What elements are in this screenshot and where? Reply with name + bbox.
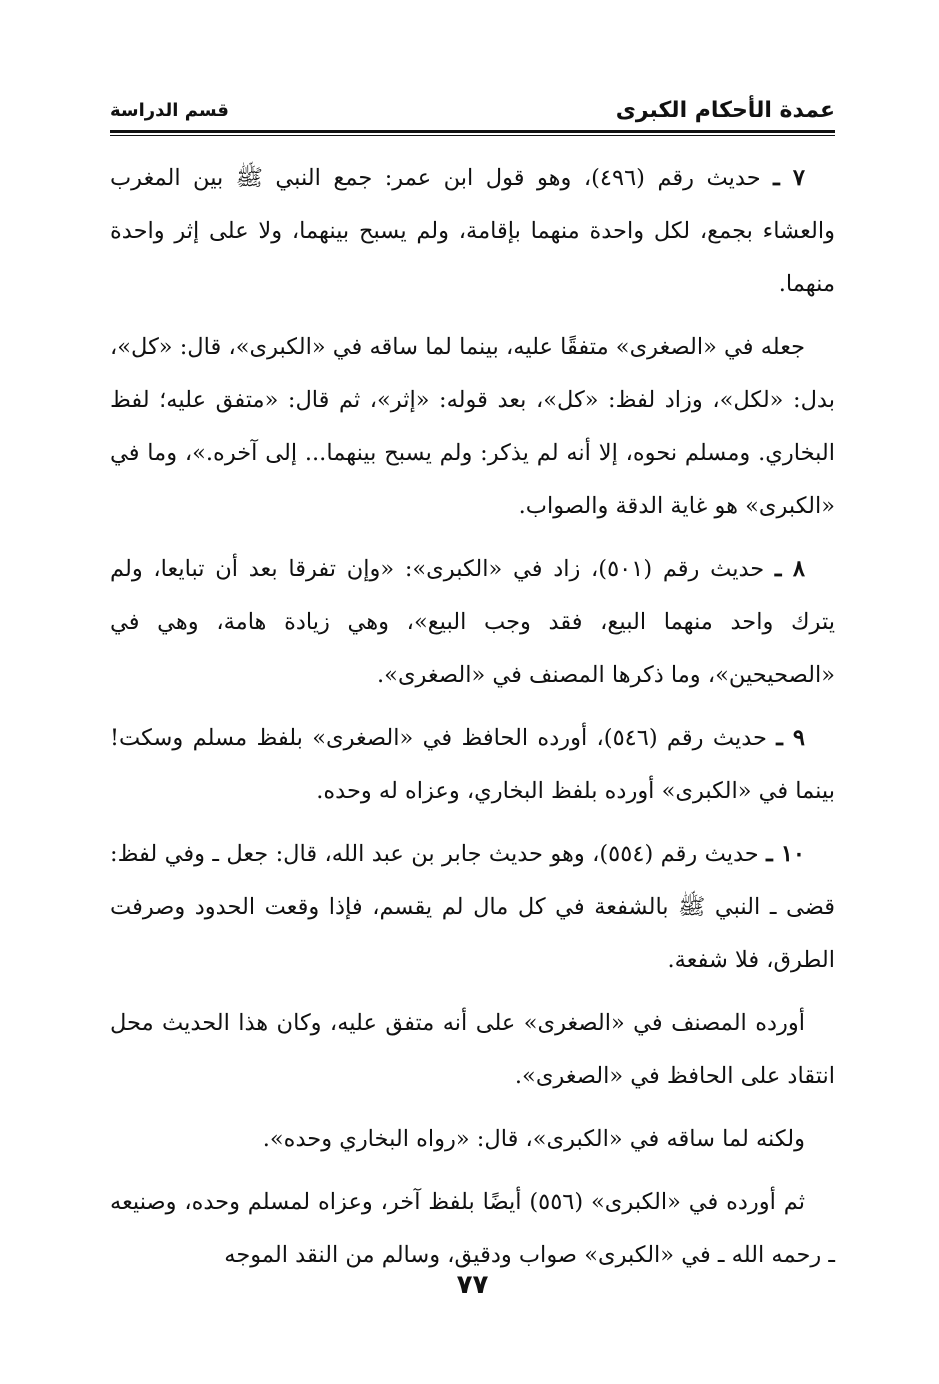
paragraph-text: ولكنه لما ساقه في «الكبرى»، قال: «رواه البخاري وحده». [262, 1126, 805, 1152]
section-title: قسم الدراسة [110, 100, 229, 121]
item-number: ٩ ـ [776, 725, 805, 751]
paragraph-commentary [110, 321, 835, 533]
paragraph-item-7 [110, 152, 835, 311]
item-number: ١٠ ـ [766, 841, 805, 867]
paragraph-commentary [110, 1113, 835, 1166]
paragraph-text: جعله في «الصغرى» متفقًا عليه، بينما لما ساقه في «الكبرى»، قال: «كل»، بدل: «لكل»، وزاد لفظ: «كل»، بعد قوله: «إثر»، ثم قال: «متفق عليه؛ لفظ البخاري. ومسلم نحوه، إلا أنه لم يذكر: ولم يسبح بينهما... إلى آخره.»، وما في «الكبرى» هو غاية الدقة والصواب. [110, 334, 835, 519]
paragraph-text: أورده المصنف في «الصغرى» على أنه متفق عليه، وكان هذا الحديث محل انتقاد على الحافظ في «الصغرى». [110, 1010, 835, 1089]
paragraph-item-8 [110, 543, 835, 702]
header-rule-thin [110, 135, 835, 136]
paragraph-commentary [110, 997, 835, 1103]
item-number: ٧ ـ [773, 165, 805, 191]
paragraph-text: حديث رقم (٥٤٦)، أورده الحافظ في «الصغرى» بلفظ مسلم وسكت! بينما في «الكبرى» أورده بلفظ البخاري، وعزاه له وحده. [110, 725, 835, 804]
paragraph-text: حديث رقم (٤٩٦)، وهو قول ابن عمر: جمع النبي ﷺ بين المغرب والعشاء بجمع، لكل واحدة منهما بإقامة، ولم يسبح بينهما، ولا على إثر واحدة منهما. [110, 165, 835, 297]
header-rule-thick [110, 130, 835, 133]
running-header [110, 90, 835, 130]
book-page [110, 90, 835, 1340]
paragraph-item-9 [110, 712, 835, 818]
item-number: ٨ ـ [774, 556, 805, 582]
paragraph-item-10 [110, 828, 835, 987]
paragraph-text: حديث رقم (٥٥٤)، وهو حديث جابر بن عبد الله، قال: جعل ـ وفي لفظ: قضى ـ النبي ﷺ بالشفعة في كل مال لم يقسم، فإذا وقعت الحدود وصرفت الطرق، فلا شفعة. [110, 841, 835, 973]
paragraph-text: حديث رقم (٥٠١)، زاد في «الكبرى»: «وإن تفرقا بعد أن تبايعا، ولم يترك واحد منهما البيع، فقد وجب البيع»، وهي زيادة هامة، وهي في «الصحيحين»، وما ذكرها المصنف في «الصغرى». [110, 556, 835, 688]
page-body [110, 152, 835, 1292]
book-title: عمدة الأحكام الكبرى [615, 98, 835, 123]
paragraph-commentary [110, 1176, 835, 1282]
page-number: ٧٧ [456, 1270, 489, 1300]
paragraph-text: ثم أورده في «الكبرى» (٥٥٦) أيضًا بلفظ آخر، وعزاه لمسلم وحده، وصنيعه ـ رحمه الله ـ في «الكبرى» صواب ودقيق، وسالم من النقد الموجه [110, 1189, 835, 1268]
